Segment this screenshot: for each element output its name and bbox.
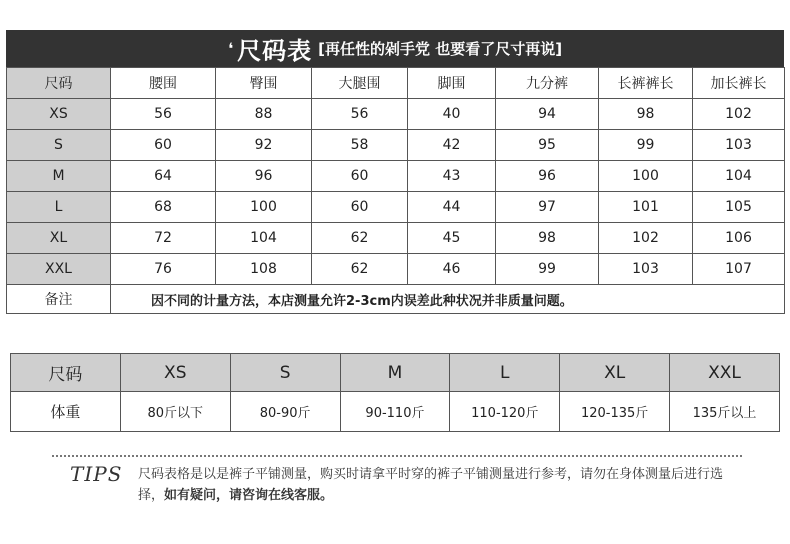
size-chart-table (6, 67, 785, 314)
size-label: M (7, 161, 111, 192)
spark-icon: ❛ (227, 39, 234, 58)
tips-label: TIPS (70, 462, 123, 486)
table-cell: 76 (111, 254, 216, 285)
table-cell: 42 (408, 130, 496, 161)
table-cell: 103 (599, 254, 693, 285)
table-cell: 62 (312, 254, 408, 285)
table-cell: 58 (312, 130, 408, 161)
table-cell: 68 (111, 192, 216, 223)
table-cell: 101 (599, 192, 693, 223)
table-cell: 108 (216, 254, 312, 285)
table-cell: 96 (216, 161, 312, 192)
column-header: 腰围 (111, 68, 216, 99)
table-cell: 104 (216, 223, 312, 254)
size-label: XL (7, 223, 111, 254)
table-cell: 43 (408, 161, 496, 192)
table-cell: 56 (111, 99, 216, 130)
table-cell: 62 (312, 223, 408, 254)
weight-row (11, 392, 780, 432)
size-header: L (450, 354, 560, 392)
table-cell: 105 (693, 192, 785, 223)
table-row (7, 254, 785, 285)
column-header: 臀围 (216, 68, 312, 99)
weight-cell: 110-120斤 (450, 392, 560, 432)
table-cell: 102 (599, 223, 693, 254)
weight-header-row (11, 354, 780, 392)
dotted-divider (52, 455, 742, 457)
table-row (7, 99, 785, 130)
table-cell: 102 (693, 99, 785, 130)
weight-cell: 80-90斤 (230, 392, 340, 432)
table-cell: 88 (216, 99, 312, 130)
table-row (7, 192, 785, 223)
weight-cell: 135斤以上 (670, 392, 780, 432)
table-cell: 95 (496, 130, 599, 161)
table-cell: 60 (111, 130, 216, 161)
tips-text (138, 464, 738, 506)
size-header: S (230, 354, 340, 392)
table-cell: 40 (408, 99, 496, 130)
table-cell: 103 (693, 130, 785, 161)
table-cell: 96 (496, 161, 599, 192)
table-cell: 64 (111, 161, 216, 192)
row-label: 尺码 (11, 354, 121, 392)
row-label: 体重 (11, 392, 121, 432)
weight-chart-table (10, 353, 780, 432)
table-cell: 98 (599, 99, 693, 130)
table-cell: 100 (216, 192, 312, 223)
table-header-row (7, 68, 785, 99)
size-header: M (340, 354, 450, 392)
table-cell: 44 (408, 192, 496, 223)
table-row (7, 161, 785, 192)
table-cell: 97 (496, 192, 599, 223)
size-label: S (7, 130, 111, 161)
size-header: XXL (670, 354, 780, 392)
weight-cell: 90-110斤 (340, 392, 450, 432)
table-cell: 60 (312, 192, 408, 223)
table-cell: 106 (693, 223, 785, 254)
size-label: XXL (7, 254, 111, 285)
table-cell: 107 (693, 254, 785, 285)
table-cell: 98 (496, 223, 599, 254)
note-label: 备注 (7, 285, 111, 314)
table-cell: 104 (693, 161, 785, 192)
column-header: 加长裤长 (693, 68, 785, 99)
weight-cell: 120-135斤 (560, 392, 670, 432)
table-cell: 99 (599, 130, 693, 161)
table-cell: 94 (496, 99, 599, 130)
size-header: XS (120, 354, 230, 392)
note-row (7, 285, 785, 314)
size-header: XL (560, 354, 670, 392)
table-row (7, 223, 785, 254)
weight-cell: 80斤以下 (120, 392, 230, 432)
table-cell: 72 (111, 223, 216, 254)
tips-emphasis-text: 如有疑问，请咨询在线客服。 (164, 488, 334, 503)
table-cell: 100 (599, 161, 693, 192)
table-cell: 46 (408, 254, 496, 285)
table-cell: 60 (312, 161, 408, 192)
table-cell: 92 (216, 130, 312, 161)
table-row (7, 130, 785, 161)
table-cell: 99 (496, 254, 599, 285)
page-subtitle: [再任性的剁手党 也要看了尺寸再说] (318, 40, 563, 58)
column-header: 长裤裤长 (599, 68, 693, 99)
column-header: 九分裤 (496, 68, 599, 99)
tips-main-text: 尺码表格是以是裤子平铺测量，购买时请拿平时穿的裤子平铺测量进行参考，请勿在身体测量后进行选择， (138, 467, 724, 503)
page-title: 尺码表 (237, 37, 313, 65)
column-header: 脚围 (408, 68, 496, 99)
size-label: L (7, 192, 111, 223)
title-banner (6, 30, 784, 67)
note-text: 因不同的计量方法，本店测量允许2-3cm内误差此种状况并非质量问题。 (111, 285, 785, 314)
table-cell: 56 (312, 99, 408, 130)
column-header: 尺码 (7, 68, 111, 99)
column-header: 大腿围 (312, 68, 408, 99)
size-label: XS (7, 99, 111, 130)
table-cell: 45 (408, 223, 496, 254)
